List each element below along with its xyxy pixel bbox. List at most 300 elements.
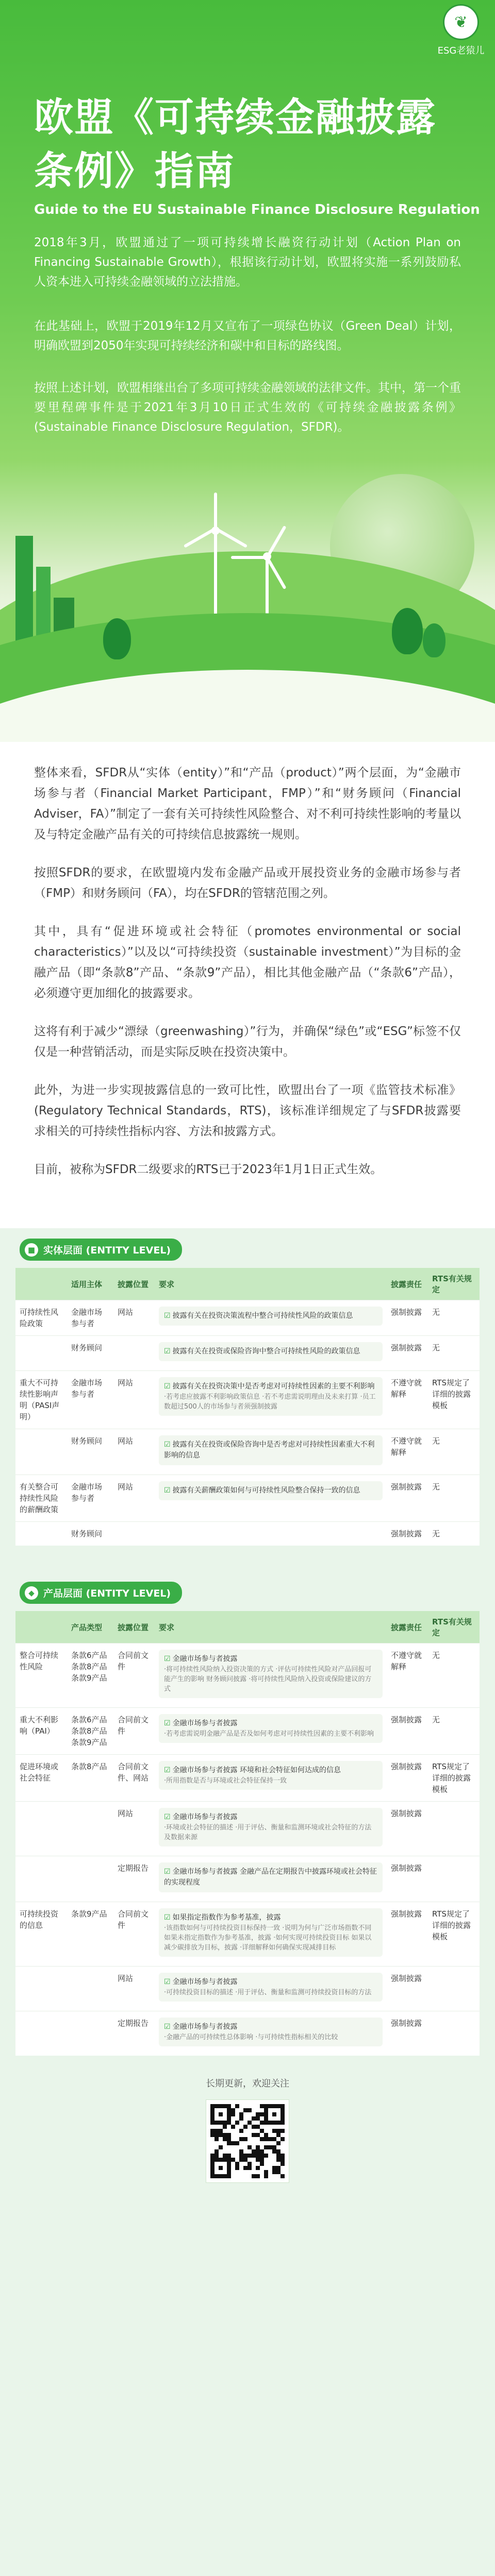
table-row [15,1643,480,1708]
turbine-blade [184,527,217,548]
topic-cell: 重大不利影响（PAI） [15,1708,67,1755]
qr-module [210,2116,214,2121]
requirement-cell [155,1802,387,1856]
table-row [15,1802,480,1856]
type-cell: 金融市场参与者 [67,1475,113,1522]
qr-module [219,2133,223,2137]
qr-module [276,2129,280,2133]
requirement-cell [155,2011,387,2056]
qr-module [256,2154,260,2158]
qr-module [214,2154,219,2158]
turbine-blade [231,556,267,559]
qr-module [243,2166,248,2170]
location-cell: 网站 [113,1429,155,1475]
column-header: 产品类型 [67,1611,113,1643]
duty-cell: 强制披露 [387,1708,428,1755]
requirement-cell [155,1856,387,1902]
location-cell: 合同前文件、网站 [113,1755,155,1802]
rts-cell: 无 [428,1522,480,1546]
qr-module [214,2121,219,2125]
qr-module [256,2116,260,2121]
qr-module [223,2125,227,2129]
qr-module [248,2121,252,2125]
column-header [15,1611,67,1643]
qr-module [231,2112,235,2116]
qr-module [272,2145,276,2149]
location-cell: 定期报告 [113,1856,155,1902]
type-cell: 金融市场参与者 [67,1300,113,1336]
location-cell: 网站 [113,1300,155,1336]
turbine-blade [215,527,248,548]
checkbox-icon: ☑ [164,1766,171,1774]
qr-module [231,2158,235,2162]
qr-module [210,2133,214,2137]
qr-module [214,2149,219,2154]
topic-cell: 重大不可持续性影响声明（PASI声明） [15,1371,67,1429]
qr-module [210,2174,214,2178]
type-cell: 财务顾问 [67,1429,113,1475]
requirement-cell [155,1967,387,2011]
rts-cell: 无 [428,1643,480,1708]
topic-cell: 可持续投资的信息 [15,1902,67,1967]
qr-module [239,2129,243,2133]
qr-module [280,2116,285,2121]
qr-module [248,2145,252,2149]
footer-follow-text: 长期更新，欢迎关注 [206,2078,289,2089]
checkbox-icon: ☑ [164,1312,171,1320]
location-cell: 合同前文件 [113,1643,155,1708]
requirement-cell [155,1300,387,1336]
qr-module [239,2154,243,2158]
requirement-cell [155,1475,387,1522]
qr-module [268,2121,272,2125]
type-cell: 财务顾问 [67,1522,113,1546]
qr-module [260,2129,264,2133]
leaf-icon: ❦ [443,4,479,40]
qr-module [248,2108,252,2112]
column-header: 要求 [155,1268,387,1300]
table-row [15,1475,480,1522]
location-cell: 网站 [113,1475,155,1522]
qr-module [231,2108,235,2112]
qr-module [239,2116,243,2121]
qr-module [210,2104,214,2108]
qr-module [239,2149,243,2154]
rts-cell [428,1967,480,2011]
qr-module [243,2125,248,2129]
qr-module [231,2125,235,2129]
qr-module [210,2158,214,2162]
requirement-box [159,1342,383,1361]
requirement-title: 披露有关在投资决策中是否考虑对可持续性因素的主要不利影响 [172,1382,375,1391]
table-header-row [15,1611,480,1643]
qr-module [280,2108,285,2112]
intro-paragraph: 整体来看，SFDR从“实体（entity）”和“产品（product）”两个层面，为“金融市场参与者（Financial Market Participant，FMP）”和“财务顾问（Financial Adviser，FA）”制定了一套有关可持续性风险整合、对不利可持续性影响的考量以及与特定金融产品有关的可持续信息披露统一规则。 [34,766,461,841]
qr-module [223,2137,227,2141]
qr-module [243,2108,248,2112]
qr-module [227,2154,231,2158]
requirement-title: 金融市场参与者披露 环境和社会特征如何达成的信息 [172,1766,341,1774]
qr-module [210,2112,214,2116]
qr-module [264,2104,268,2108]
requirement-detail: ·可持续投资目标的描述 ·用于评估、衡量和监测可持续投资目标的方法 [164,1989,372,1996]
qr-module [252,2154,256,2158]
qr-module [235,2141,239,2145]
qr-module [219,2104,223,2108]
qr-module [280,2129,285,2133]
qr-module [252,2133,256,2137]
qr-module [264,2174,268,2178]
page-title: 欧盟《可持续金融披露条例》指南 [34,94,436,194]
qr-module [210,2129,214,2133]
qr-module [227,2137,231,2141]
table-row [15,1902,480,1967]
intro-paragraph: 目前，被称为SFDR二级要求的RTS已于2023年1月1日正式生效。 [34,1163,383,1176]
requirement-box [159,1377,383,1416]
qr-module [280,2158,285,2162]
type-cell [67,2011,113,2056]
qr-module [256,2133,260,2137]
qr-module [256,2174,260,2178]
requirement-cell [155,1522,387,1546]
topic-cell [15,1967,67,2011]
qr-module [268,2104,272,2108]
qr-module [223,2121,227,2125]
requirement-box [159,1808,383,1846]
qr-module [227,2112,231,2116]
column-header: 披露位置 [113,1268,155,1300]
topic-cell: 可持续性风险政策 [15,1300,67,1336]
qr-module [280,2104,285,2108]
requirement-detail: ·若考虑需说明金融产品是否及如何考虑对可持续性因素的主要不利影响 [164,1730,374,1738]
rts-cell: 无 [428,1300,480,1336]
qr-module [264,2116,268,2121]
table-row [15,1856,480,1902]
turbine-blade [214,493,217,529]
qr-module [264,2133,268,2137]
qr-module [227,2166,231,2170]
requirement-cell [155,1371,387,1429]
qr-module [272,2166,276,2170]
type-cell: 条款8产品 [67,1755,113,1802]
qr-module [272,2112,276,2116]
qr-module [243,2137,248,2141]
checkbox-icon: ☑ [164,1347,171,1355]
column-header: 披露责任 [387,1268,428,1300]
qr-module [243,2158,248,2162]
requirement-title: 如果指定指数作为参考基准，披露 [172,1913,281,1922]
requirement-cell [155,1643,387,1708]
tree-illustration [423,623,446,657]
location-cell: 合同前文件 [113,1708,155,1755]
entity-level-section [0,1228,495,1546]
topic-cell [15,1802,67,1856]
rts-cell: 无 [428,1475,480,1522]
qr-module [256,2112,260,2116]
requirement-title: 金融市场参与者披露 [172,2023,238,2031]
requirement-title: 金融市场参与者披露 金融产品在定期报告中披露环境或社会特征的实现程度 [164,1868,377,1887]
qr-module [260,2137,264,2141]
rts-cell: 无 [428,1336,480,1371]
qr-module [210,2121,214,2125]
topic-cell: 有关整合可持续性风险的薪酬政策 [15,1475,67,1522]
qr-module [227,2162,231,2166]
requirement-box [159,2018,383,2046]
product-level-label: 产品层面 (ENTITY LEVEL) [43,1588,171,1599]
requirement-cell [155,1755,387,1802]
qr-module [264,2137,268,2141]
location-cell [113,1336,155,1371]
page-subtitle: Guide to the EU Sustainable Finance Disclosure Regulation [34,202,480,217]
table-row [15,1429,480,1475]
requirement-cell [155,1336,387,1371]
hero-paragraph-1: 2018年3月，欧盟通过了一项可持续增长融资行动计划（Action Plan on Financing Sustainable Growth），根据该行动计划，欧盟将实施一系列鼓励私人资本进入可持续金融领域的立法措施。 [34,236,461,289]
qr-module [248,2162,252,2166]
qr-module [214,2133,219,2137]
qr-module [276,2104,280,2108]
qr-module [264,2170,268,2174]
requirement-box [159,1481,383,1500]
qr-module [219,2112,223,2116]
rts-cell [428,1856,480,1902]
requirement-detail: ·若考虑应披露不利影响政策信息 ·若不考虑需说明理由及未来打算 ·员工数超过500人的市场参与者须强制披露 [164,1393,376,1411]
qr-module [256,2158,260,2162]
type-cell [67,1856,113,1902]
requirement-title: 金融市场参与者披露 [172,1655,238,1663]
location-cell: 网站 [113,1967,155,2011]
qr-module [252,2174,256,2178]
table-row [15,1708,480,1755]
duty-cell: 强制披露 [387,1300,428,1336]
requirement-box [159,1650,383,1698]
intro-paragraph: 这将有利于减少“漂绿（greenwashing）”行为，并确保“绿色”或“ESG”标签不仅仅是一种营销活动，而是实际反映在投资决策中。 [34,1025,461,1059]
column-header [15,1268,67,1300]
checkbox-icon: ☑ [164,1868,171,1876]
duty-cell: 强制披露 [387,1755,428,1802]
duty-cell: 强制披露 [387,1856,428,1902]
requirement-cell [155,1429,387,1475]
duty-cell: 不遵守就解释 [387,1429,428,1475]
qr-module [227,2133,231,2137]
tree-illustration [392,608,423,654]
brand-name: ESG老猿儿 [437,45,485,56]
qr-module [264,2108,268,2112]
duty-cell: 强制披露 [387,1475,428,1522]
intro-paragraph: 其中，具有“促进环境或社会特征（promotes environmental or social characteristics）”以及以“可持续投资（sustainable investment）”为目标的金融产品（即“条款8”产品、“条款9”产品），相比其他金融产品（“条款6”产品），必须遵守更加细化的披露要求。 [34,925,461,1000]
hero-paragraph-3: 按照上述计划，欧盟相继出台了多项可持续金融领域的法律文件。其中，第一个重要里程碑事件是于2021年3月10日正式生效的《可持续金融披露条例》(Sustainable Finance Disclosure Regulation，SFDR)。 [34,381,461,434]
requirement-box [159,1714,383,1743]
location-cell: 定期报告 [113,2011,155,2056]
column-header: 披露责任 [387,1611,428,1643]
qr-module [214,2129,219,2133]
qr-module [276,2154,280,2158]
column-header: 适用主体 [67,1268,113,1300]
qr-module [264,2145,268,2149]
qr-module [276,2133,280,2137]
requirement-detail: ·将可持续性风险纳入投资决策的方式 ·评估可持续性风险对产品回报可能产生的影响 财务顾问披露 ·将可持续性风险纳入投资或保险建议的方式 [164,1666,372,1693]
qr-module [252,2125,256,2129]
checkbox-icon: ☑ [164,1978,171,1986]
table-row [15,1755,480,1802]
requirement-box [159,1973,383,2002]
requirement-box [159,1761,383,1790]
type-cell: 财务顾问 [67,1336,113,1371]
qr-module [214,2174,219,2178]
requirement-box [159,1862,383,1892]
duty-cell: 强制披露 [387,1522,428,1546]
qr-module [256,2125,260,2129]
qr-module [227,2174,231,2178]
column-header: 披露位置 [113,1611,155,1643]
qr-module [276,2149,280,2154]
qr-module [276,2121,280,2125]
table-row [15,2011,480,2056]
requirement-title: 披露有关在投资或保险咨询中整合可持续性风险的政策信息 [172,1347,360,1355]
qr-module [235,2162,239,2166]
qr-module [243,2154,248,2158]
location-cell [113,1522,155,1546]
product-level-pill [20,1582,182,1604]
entity-level-label: 实体层面 (ENTITY LEVEL) [43,1245,171,1256]
qr-module [276,2141,280,2145]
rts-cell [428,1802,480,1856]
qr-module [219,2121,223,2125]
duty-cell: 强制披露 [387,1902,428,1967]
table-row [15,1371,480,1429]
duty-cell: 强制披露 [387,1967,428,2011]
qr-module [272,2170,276,2174]
requirement-detail: ·金融产品的可持续性总体影响 ·与可持续性指标相关的比较 [164,2033,338,2041]
qr-module [227,2121,231,2125]
qr-module [260,2158,264,2162]
qr-code[interactable] [206,2100,289,2182]
box-icon: ◆ [25,1586,38,1600]
qr-module [276,2158,280,2162]
requirement-cell [155,1902,387,1967]
duty-cell: 不遵守就解释 [387,1371,428,1429]
qr-module [256,2145,260,2149]
table-row [15,1522,480,1546]
intro-paragraph: 按照SFDR的要求，在欧盟境内发布金融产品或开展投资业务的金融市场参与者（FMP）和财务顾问（FA），均在SFDR的管辖范围之列。 [34,866,461,900]
qr-module [272,2104,276,2108]
requirement-title: 披露有关在投资决策流程中整合可持续性风险的政策信息 [172,1312,353,1320]
qr-module [268,2145,272,2149]
requirement-detail: ·所用指数是否与环境或社会特征保持一致 [164,1777,287,1785]
qr-module [223,2174,227,2178]
topic-cell [15,1856,67,1902]
column-header: RTS有关规定 [428,1611,480,1643]
qr-module [223,2158,227,2162]
qr-module [210,2162,214,2166]
qr-module [235,2121,239,2125]
table-row [15,1300,480,1336]
qr-module [210,2108,214,2112]
checkbox-icon: ☑ [164,1382,171,1391]
rts-cell: RTS规定了详细的披露模板 [428,1755,480,1802]
rts-cell [428,2011,480,2056]
product-level-table [15,1611,480,2056]
building-icon: ■ [25,1243,38,1257]
requirement-detail: ·该指数如何与可持续投资目标保持一致 ·说明为何与广泛市场指数不同 如果未指定指数作为参考基准，披露 ·如何实现可持续投资目标 如果以减少碳排放为目标，披露 ·详细解释如何确保实现减排目标 [164,1924,372,1952]
requirement-title: 金融市场参与者披露 [172,1813,238,1821]
checkbox-icon: ☑ [164,1440,171,1449]
entity-level-table [15,1268,480,1546]
qr-module [260,2121,264,2125]
table-row [15,1336,480,1371]
requirement-box [159,1435,383,1465]
column-header: RTS有关规定 [428,1268,480,1300]
qr-module [214,2158,219,2162]
qr-module [260,2149,264,2154]
qr-module [256,2166,260,2170]
qr-module [252,2116,256,2121]
qr-module [219,2174,223,2178]
qr-module [280,2162,285,2166]
qr-module [272,2149,276,2154]
qr-module [223,2133,227,2137]
qr-module [227,2158,231,2162]
qr-module [210,2170,214,2174]
qr-module [252,2149,256,2154]
tree-illustration [103,618,131,659]
qr-module [235,2166,239,2170]
requirement-detail: ·环境或社会特征的描述 ·用于评估、衡量和监测环境或社会特征的方法及数据来源 [164,1824,372,1841]
requirement-title: 披露有关在投资或保险咨询中是否考虑对可持续性因素重大不利影响的信息 [164,1440,375,1460]
intro-paragraph: 此外，为进一步实现披露信息的一致可比性，欧盟出台了一项《监管技术标准》(Regulatory Technical Standards，RTS)，该标准详细规定了与SFDR披露要求相关的可持续性指标内容、方法和披露方式。 [34,1083,461,1138]
type-cell: 金融市场参与者 [67,1371,113,1429]
qr-module [248,2154,252,2158]
qr-module [260,2112,264,2116]
qr-module [239,2158,243,2162]
qr-module [280,2174,285,2178]
checkbox-icon: ☑ [164,1813,171,1821]
topic-cell: 整合可持续性风险 [15,1643,67,1708]
qr-module [268,2137,272,2141]
type-cell: 条款9产品 [67,1902,113,1967]
intro-section [0,742,495,1228]
qr-module [260,2154,264,2158]
qr-module [227,2141,231,2145]
duty-cell: 不遵守就解释 [387,1643,428,1708]
type-cell [67,1967,113,2011]
qr-module [239,2137,243,2141]
brand-logo[interactable] [436,4,486,57]
qr-module [256,2149,260,2154]
qr-module [280,2121,285,2125]
entity-level-pill [20,1239,182,1261]
requirement-title: 金融市场参与者披露 [172,1978,238,1986]
table-row [15,1967,480,2011]
requirement-cell [155,1708,387,1755]
qr-module [214,2104,219,2108]
qr-module [219,2158,223,2162]
qr-module [280,2112,285,2116]
column-header: 要求 [155,1611,387,1643]
qr-module [231,2141,235,2145]
qr-module [272,2121,276,2125]
qr-module [272,2137,276,2141]
qr-module [264,2154,268,2158]
table-header-row [15,1268,480,1300]
duty-cell: 强制披露 [387,1336,428,1371]
qr-module [276,2166,280,2170]
rts-cell: RTS规定了详细的披露模板 [428,1902,480,1967]
requirement-title: 披露有关薪酬政策如何与可持续性风险整合保持一致的信息 [172,1486,360,1495]
topic-cell [15,1522,67,1546]
hero-section [0,0,495,742]
duty-cell: 强制披露 [387,2011,428,2056]
qr-module [248,2166,252,2170]
